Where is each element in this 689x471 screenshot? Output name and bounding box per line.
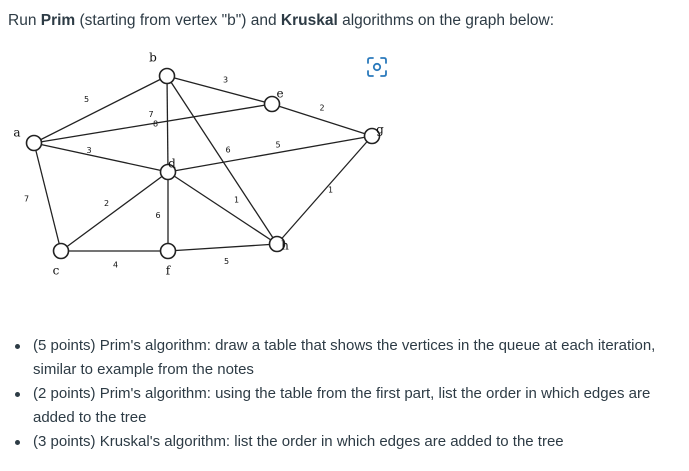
vertex-label-a: a: [13, 125, 21, 140]
vertex-label-h: h: [281, 238, 289, 253]
edge-weight-a-e: 7: [148, 110, 154, 119]
task-item-prim-edges: (2 points) Prim's algorithm: using the table from the first part, list the order in which edges are added to the tree: [0, 382, 689, 430]
heading-prefix: Run: [8, 12, 41, 29]
vertex-label-b: b: [149, 50, 157, 65]
edge-d-g: [168, 136, 372, 172]
edge-weight-c-f: 4: [112, 260, 119, 270]
task-list: [0, 334, 689, 454]
graph-diagram: [0, 40, 420, 290]
vertices-layer: [27, 69, 380, 259]
edge-weight-b-d: 8: [152, 119, 159, 129]
prim-keyword: Prim: [40, 12, 76, 29]
graph-svg: [0, 40, 420, 290]
vertex-label-d: d: [168, 156, 176, 171]
edge-weight-b-h: 6: [225, 145, 231, 155]
focus-frame-icon[interactable]: [365, 55, 389, 79]
vertex-label-f: f: [165, 263, 171, 278]
edge-weight-e-g: 2: [319, 103, 325, 113]
edge-weight-a-b: 5: [83, 95, 90, 104]
vertex-f: [161, 244, 176, 259]
focus-frame-svg: [365, 55, 389, 79]
question-heading: [8, 11, 554, 31]
edge-a-d: [34, 143, 168, 172]
edge-weight-f-h: 5: [223, 257, 230, 266]
edge-weight-d-g: 5: [275, 140, 281, 150]
edge-weight-d-h: 1: [233, 195, 240, 205]
edge-weight-g-h: 1: [327, 185, 334, 195]
edge-weight-b-e: 3: [222, 75, 229, 85]
vertex-a: [27, 136, 42, 151]
edge-weight-a-d: 3: [86, 146, 92, 155]
edge-a-c: [34, 143, 61, 251]
kruskal-keyword: Kruskal: [280, 12, 338, 29]
vertex-label-c: c: [52, 263, 60, 278]
edge-g-h: [277, 136, 372, 244]
edge-weight-c-d: 2: [103, 199, 110, 208]
edge-a-b: [34, 76, 167, 143]
vertex-label-e: e: [276, 86, 284, 101]
heading-suffix: algorithms on the graph below:: [337, 12, 555, 29]
heading-middle: (starting from vertex "b") and: [75, 12, 281, 29]
vertex-b: [160, 69, 175, 84]
edge-f-h: [168, 244, 277, 251]
vertex-c: [54, 244, 69, 259]
task-item-prim-table: (5 points) Prim's algorithm: draw a table that shows the vertices in the queue at each iteration, similar to example from the notes: [0, 334, 689, 382]
edge-c-d: [61, 172, 168, 251]
task-item-kruskal-edges: (3 points) Kruskal's algorithm: list the order in which edges are added to the tree: [0, 430, 689, 454]
edge-d-h: [168, 172, 277, 244]
vertex-label-g: g: [376, 122, 384, 137]
edge-weight-d-f: 6: [155, 211, 161, 220]
edge-weight-a-c: 7: [23, 194, 30, 204]
